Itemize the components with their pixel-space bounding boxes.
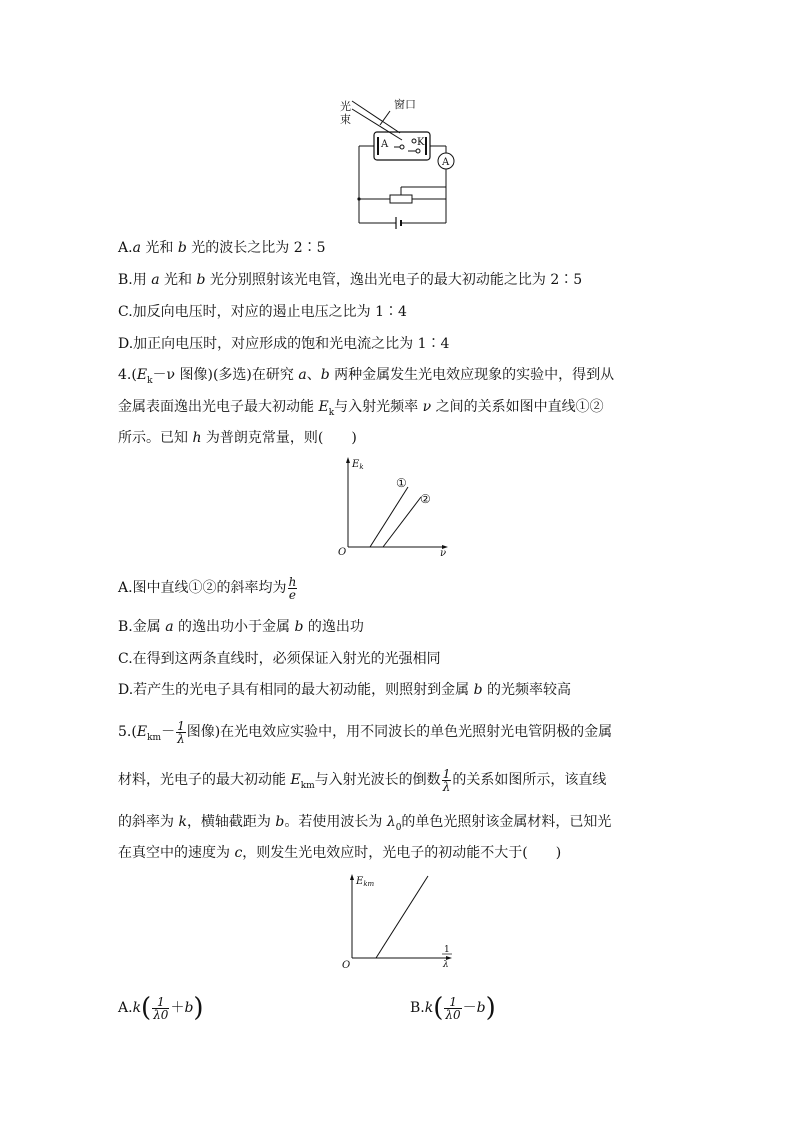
q5-x-axis-num: 1	[444, 945, 450, 955]
q5-stem-line3: 的斜率为 k，横轴截距为 b。若使用波长为 $\lambda_0$的单色光照射该金属材料，已知光	[118, 814, 612, 833]
ammeter-label: A	[442, 157, 450, 168]
cathode-label: K	[417, 137, 425, 148]
q4-y-axis-label: $E_k$	[352, 459, 364, 471]
q4-x-axis-label: ν	[440, 548, 447, 559]
q4-line-2-label: ②	[420, 492, 431, 506]
q4-option-c: C.在得到这两条直线时，必须保证入射光的光强相同	[118, 651, 441, 667]
q3-option-b: B.用 a 光和 b 光分别照射该光电管，逸出光电子的最大初动能之比为 2∶5	[118, 272, 583, 288]
q5-y-axis-label: $E_{km}$	[356, 876, 375, 888]
q5-origin-label: O	[342, 960, 351, 971]
q4-line-2	[383, 497, 421, 547]
q4-stem-line2: 金属表面逸出光电子最大初动能 $E_k$与入射光频率 ν 之间的关系如图中直线①②	[118, 399, 604, 418]
q4-line-1-label: ①	[396, 476, 407, 490]
q4-origin-label: O	[338, 547, 347, 558]
q4-stem-line3: 所示。已知 h 为普朗克常量，则( )	[118, 430, 357, 446]
anode-label: A	[381, 139, 389, 150]
q4-option-a: A.图中直线①②的斜率均为 $\frac{h}{e}$	[118, 574, 297, 602]
q3-option-c: C.加反向电压时，对应的遏止电压之比为 1∶4	[118, 304, 407, 320]
q5-stem-line4: 在真空中的速度为 c，则发生光电效应时，光电子的初动能不大于( )	[118, 845, 562, 861]
window-label: 窗口	[394, 98, 416, 111]
q4-option-b: B.金属 a 的逸出功小于金属 b 的逸出功	[118, 619, 364, 635]
q5-ekm-inverse-lambda-graph	[338, 872, 463, 972]
q5-line	[376, 876, 428, 958]
beam-label-1: 光	[340, 100, 351, 113]
q5-option-b: B.k( $\frac{1}{\lambda 0}$ －b)	[410, 993, 496, 1023]
q4-stem-line1: $4.(E_k-\nu$ 图像)(多选)在研究 a、b 两种金属发生光电效应现象的实验中，得到从	[118, 367, 615, 386]
q5-stem-line1: $5.(E_{km}-$ $\frac{1}{\lambda}$ 图像)在光电效应实验中，用不同波长的单色光照射光电管阴极的金属	[118, 718, 613, 746]
beam-label-2: 束	[340, 113, 351, 126]
q3-option-d: D.加正向电压时，对应形成的饱和光电流之比为 1∶4	[118, 336, 450, 352]
q4-option-d: D.若产生的光电子具有相同的最大初动能，则照射到金属 b 的光频率较高	[118, 682, 572, 698]
q4-ek-nu-graph	[336, 455, 451, 560]
q5-option-a: A.k( $\frac{1}{\lambda 0}$ ＋b)	[118, 993, 204, 1023]
phototube-circuit-figure	[330, 95, 460, 230]
q3-option-a: A.a 光和 b 光的波长之比为 2∶5	[118, 240, 326, 256]
q4-fraction-h-over-e: $\frac{h}{e}$	[288, 574, 297, 602]
q4-line-1	[370, 487, 408, 547]
q5-x-axis-den: λ	[443, 960, 449, 970]
q5-stem-line2: 材料，光电子的最大初动能 $E_{km}$与入射光波长的倒数 $\frac{1}{\lambda}$ 的关系如图所示，该直线	[118, 766, 607, 794]
